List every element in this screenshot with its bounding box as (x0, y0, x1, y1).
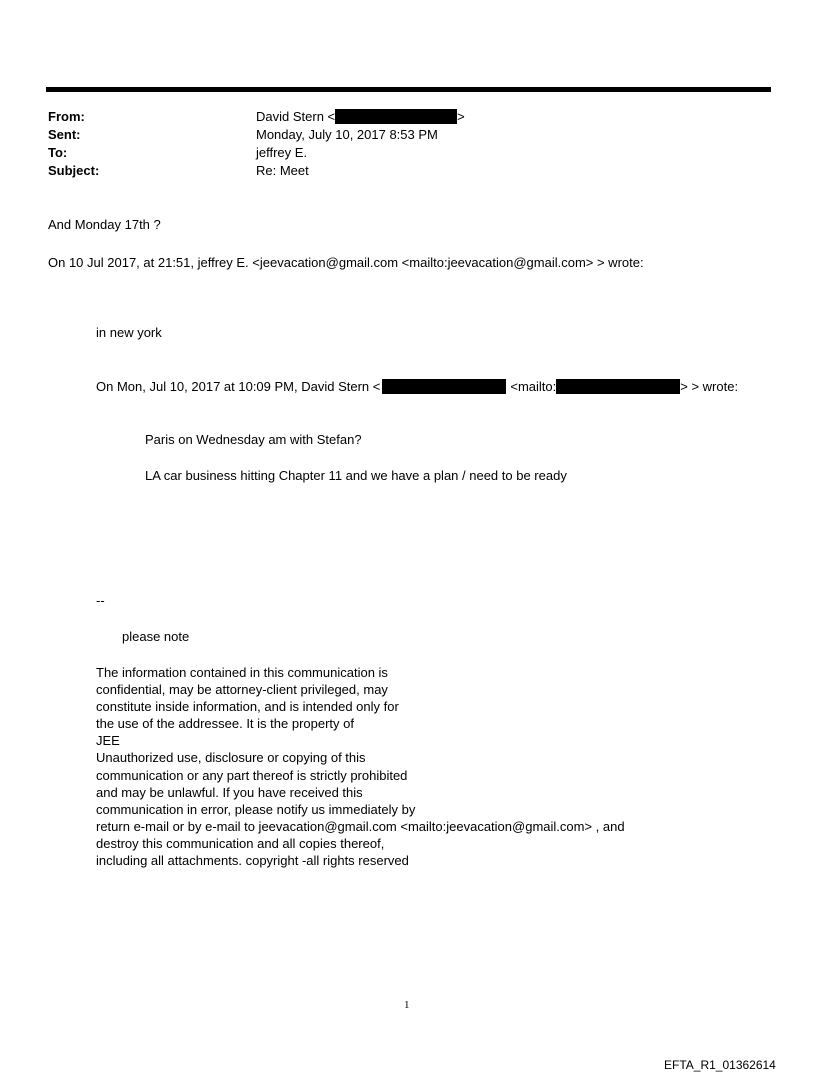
redaction-box (335, 109, 457, 124)
disclaimer-line: including all attachments. copyright -all rights reserved (96, 853, 409, 869)
subject-label: Subject: (48, 163, 100, 178)
quote2-line1: Paris on Wednesday am with Stefan? (145, 432, 362, 447)
to-label: To: (48, 145, 68, 160)
quote2-line2: LA car business hitting Chapter 11 and we have a plan / need to be ready (145, 468, 567, 483)
from-label: From: (48, 109, 85, 124)
disclaimer-line: communication in error, please notify us immediately by (96, 801, 416, 817)
disclaimer-line: destroy this communication and all copies thereof, (96, 835, 385, 851)
disclaimer-line: communication or any part thereof is strictly prohibited (96, 767, 408, 783)
disclaimer-line: The information contained in this communication is (96, 665, 388, 680)
disclaimer-line: Unauthorized use, disclosure or copying of this (96, 750, 366, 766)
quote1-text: in new york (96, 325, 162, 340)
quote2-intro-a: On Mon, Jul 10, 2017 at 10:09 PM, David Stern < (96, 379, 381, 394)
to-value: jeffrey E. (256, 145, 308, 160)
disclaimer (96, 664, 625, 869)
disclaimer-line: the use of the addressee. It is the property of (96, 716, 354, 732)
from-value (256, 108, 465, 126)
signature-dashes: -- (96, 593, 105, 608)
disclaimer-line: return e-mail or by e-mail to jeevacation@gmail.com <mailto:jeevacation@gmail.com> , and (96, 818, 625, 834)
please-note: please note (122, 629, 190, 644)
disclaimer-line: JEE (96, 733, 120, 749)
subject-value: Re: Meet (256, 163, 309, 178)
document-id: EFTA_R1_01362614 (664, 1058, 776, 1072)
from-close: > (457, 109, 465, 124)
disclaimer-line: and may be unlawful. If you have received this (96, 784, 363, 800)
sent-label: Sent: (48, 127, 81, 142)
reply-text: And Monday 17th ? (48, 217, 161, 232)
page-number: 1 (404, 999, 410, 1011)
quote2-intro (96, 378, 738, 396)
sent-value: Monday, July 10, 2017 8:53 PM (256, 127, 438, 142)
quote2-intro-c: > > wrote: (680, 379, 739, 394)
redaction-box (556, 379, 680, 394)
header-divider (46, 87, 771, 92)
quote2-intro-b: <mailto: (510, 379, 557, 394)
from-name: David Stern < (256, 109, 336, 124)
quote1-intro: On 10 Jul 2017, at 21:51, jeffrey E. <jeevacation@gmail.com <mailto:jeevacation@gmail.com> > wrote: (48, 255, 644, 270)
disclaimer-line: constitute inside information, and is intended only for (96, 699, 399, 715)
disclaimer-line: confidential, may be attorney-client privileged, may (96, 682, 388, 698)
redaction-box (382, 379, 506, 394)
